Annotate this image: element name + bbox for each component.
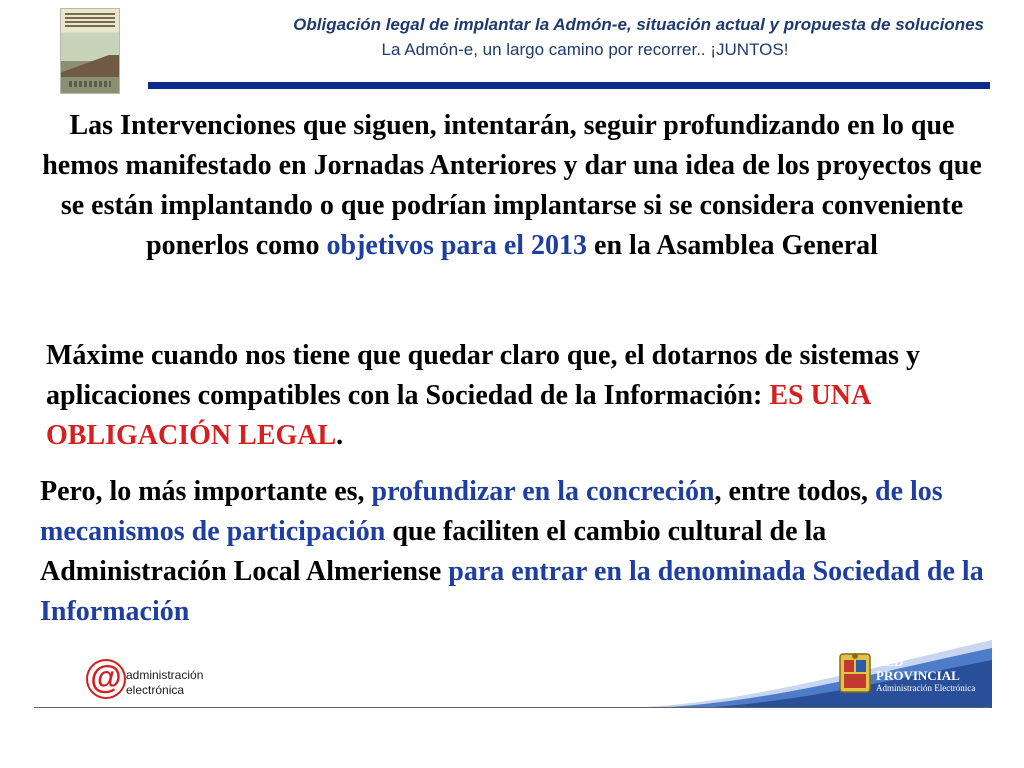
- red-provincial-line-3: Administración Electrónica: [876, 683, 976, 693]
- highlight-objectives: objetivos para el 2013: [326, 230, 588, 261]
- red-provincial-line-2: PROVINCIAL: [876, 668, 960, 683]
- highlight-mechanisms: de los mecanismos de participación: [40, 476, 943, 547]
- logo-text-electronica: electrónica: [126, 683, 185, 697]
- paragraph-participation-part-3: que faciliten el cambio cultural de la Administración Local Almeriense: [40, 516, 827, 587]
- paragraph-intro-text: Las Intervenciones que siguen, intentarán, seguir profundizando en lo que hemos manifestado en Jornadas Anteriores y dar una idea de los proyectos que se están implantando o que podrían implantarse si se considera conveniente ponerlos como: [42, 110, 982, 261]
- highlight-concretion: profundizar en la concreción: [371, 476, 715, 507]
- header-divider: [148, 82, 990, 89]
- publication-cover-thumbnail: [60, 8, 120, 94]
- paragraph-legal-tail: .: [336, 420, 344, 451]
- footer-divider: [34, 707, 990, 708]
- paragraph-participation: [40, 472, 990, 632]
- paragraph-intro: [28, 106, 996, 266]
- highlight-information-society: para entrar en la denominada Sociedad de la Información: [40, 556, 984, 627]
- header-subtitle: La Admón-e, un largo camino por recorrer.. ¡JUNTOS!: [381, 40, 789, 59]
- paragraph-legal-text: Máxime cuando nos tiene que quedar claro que, el dotarnos de sistemas y aplicaciones compatibles con la Sociedad de la Información:: [46, 340, 920, 411]
- highlight-legal-obligation: ES UNA OBLIGACIÓN LEGAL: [46, 380, 870, 451]
- logo-text-administracion: administración: [126, 668, 204, 682]
- header-title: Obligación legal de implantar la Admón-e, situación actual y propuesta de soluciones: [293, 15, 984, 34]
- red-provincial-line-1: RED: [876, 654, 904, 669]
- paragraph-intro-tail: en la Asamblea General: [587, 230, 878, 261]
- at-sign-icon: @: [86, 659, 126, 699]
- paragraph-legal-obligation: [46, 336, 986, 456]
- paragraph-participation-part-2: , entre todos,: [714, 476, 875, 507]
- paragraph-participation-part-1: Pero, lo más importante es,: [40, 476, 372, 507]
